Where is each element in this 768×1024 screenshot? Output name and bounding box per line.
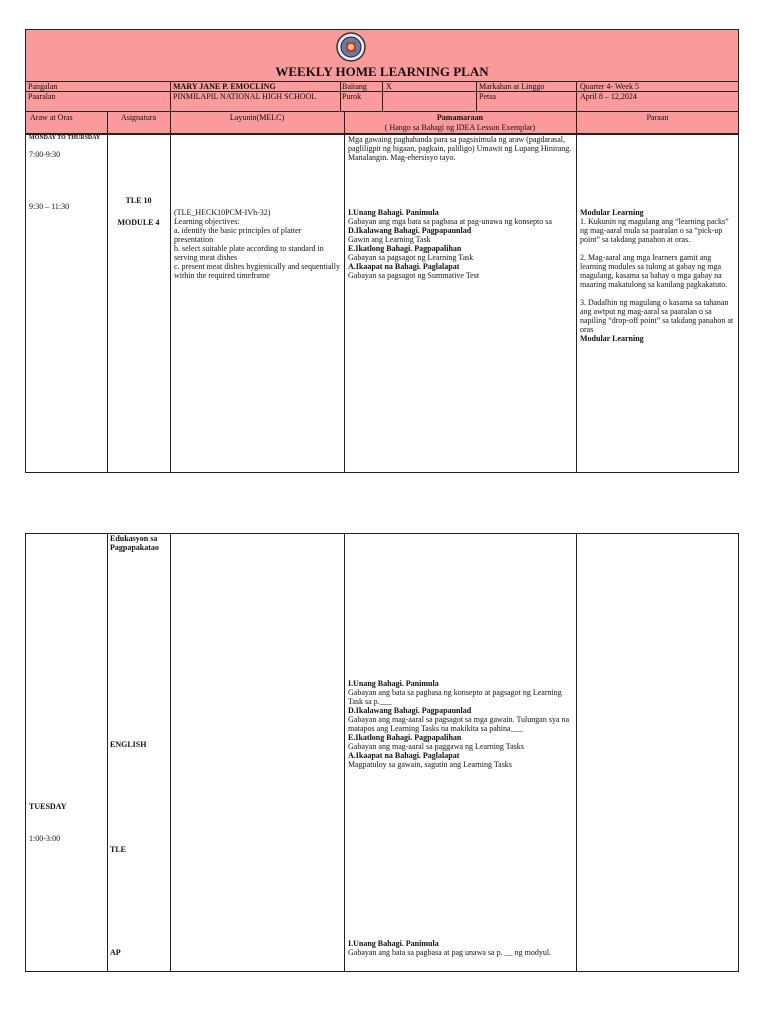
s1-part3-heading: E.Ikatlong Bahagi. Pagpapalihan: [348, 244, 462, 253]
name-label: Pangalan: [28, 82, 58, 91]
s2-part4-text: Magpatuloy sa gawain, sagutin ang Learning Tasks: [348, 760, 512, 769]
method-footer: Modular Learning: [580, 334, 644, 343]
grade-value: X: [386, 82, 392, 91]
s2-ap-text: Gabayan ang bata sa pagbasa at pag unawa sa p. __ ng modyul.: [348, 948, 552, 957]
s2-subject-english: ENGLISH: [110, 740, 147, 749]
col-procedure: Pamamaraan: [436, 113, 484, 122]
s2-part1-text: Gabayan ang bata sa pagbasa ng konsepto at pagsagot ng Learning Task sa p.___: [348, 688, 562, 706]
s2-ap-procedure: [345, 938, 575, 958]
s1-part3-text: Gabayan sa pagsagot ng Learning Task: [348, 253, 474, 262]
s2-part2-text: Gabayan ang mag-aaral sa pagsagot sa mga gawain. Tulungan sya na matapos ang Learning Tasks na makikita sa pahina___: [348, 715, 570, 733]
vline-r12-a: [170, 81, 171, 111]
date-label: Petsa: [479, 92, 496, 101]
s1-part1-heading: I.Unang Bahagi. Panimula: [348, 208, 439, 217]
vline-s2-a: [107, 533, 108, 972]
page-title: WEEKLY HOME LEARNING PLAN: [275, 64, 489, 79]
method-p1: 1. Kukunin ng magulang ang “learning packs” ng mag-aaral mula sa paaralan o sa “pick-up point” sa takdang panahon at oras.: [580, 217, 729, 244]
s1-part2-heading: D.Ikalawang Bahagi. Pagpapaunlad: [348, 226, 472, 235]
s1-routine: Mga gawaing paghahanda para sa pagsisimula ng araw (pagdarasal, pagliligpit ng higaan, pagkain, paliligo) Umawit ng Lupang Hinirang. Manalangin. Mag-ehersisyo tayo.: [348, 135, 572, 162]
objective-code: (TLE_HECK10PCM-IVh-32): [174, 208, 271, 217]
s2-part2-heading: D.Ikalawang Bahagi. Pagpapaunlad: [348, 706, 472, 715]
s1-part4-heading: A.Ikaapat na Bahagi. Paglalapat: [348, 262, 460, 271]
col-day-time: Araw at Oras: [30, 113, 73, 122]
s1-day: MONDAY TO THURSDAY: [29, 135, 101, 141]
objective-a: a. identify the basic principles of platter presentation: [174, 226, 302, 244]
s2-procedure: [345, 678, 575, 770]
s2-part1-heading: I.Unang Bahagi. Panimula: [348, 679, 439, 688]
col-objectives: Layunin(MELC): [229, 113, 285, 122]
quarter-value: Quarter 4- Week 5: [580, 82, 639, 91]
s1-method: [577, 207, 737, 344]
s1-procedure: [345, 207, 575, 281]
s1-time1: 7:00-9:30: [29, 150, 61, 159]
col-method: Paraan: [646, 113, 669, 122]
school-name: PINMILAPIL NATIONAL HIGH SCHOOL: [173, 92, 317, 101]
deped-seal-icon: [333, 31, 369, 63]
s2-part3-heading: E.Ikatlong Bahagi. Pagpapalihan: [348, 733, 462, 742]
s1-part4-text: Gabayan sa pagsagot ng Summative Test: [348, 271, 480, 280]
school-label: Paaralan: [28, 92, 56, 101]
col-procedure-sub: ( Hango sa Bahagi ng IDEA Lesson Exemplar): [384, 123, 536, 132]
vline-r12-b: [340, 81, 341, 111]
s1-module: MODULE 4: [117, 218, 160, 227]
objective-b: b. select suitable plate according to standard in serving meat dishes: [174, 244, 324, 262]
date-value: April 8 – 12,2024: [580, 92, 637, 101]
row2-line-bottom: [25, 111, 739, 112]
s1-part2-text: Gawin ang Learning Task: [348, 235, 431, 244]
vline-s2-d: [576, 533, 577, 972]
s2-part4-heading: A.Ikaapat na Bahagi. Paglalapat: [348, 751, 460, 760]
s1-subject: TLE 10: [125, 196, 152, 205]
vline-s2-b: [170, 533, 171, 972]
s2-subject-esp: Edukasyon sa Pagpapakatao: [110, 534, 159, 552]
vline-r12-d: [476, 81, 477, 111]
s2-day: TUESDAY: [29, 802, 67, 811]
vline-s1-a: [107, 134, 108, 473]
vline-r12-c: [382, 81, 383, 111]
method-p2: 2. Mag-aaral ang mga learners gamit ang learning modules sa tulong at gabay ng mga magulang, kasama sa bahay o mga gabay na maaring makatulong sa kanilang pagkakatuto.: [580, 253, 728, 289]
s2-time: 1:00-3:00: [29, 834, 61, 843]
vline-s1-b: [170, 134, 171, 473]
s1-time2: 9:30 – 11:30: [29, 202, 70, 211]
s1-part1-text: Gabayan ang mga bata sa pagbasa at pag-unawa ng konsepto sa: [348, 217, 552, 226]
s2-ap-heading: I.Unang Bahagi. Panimula: [348, 939, 439, 948]
s1-objectives: [171, 207, 343, 281]
teacher-name: MARY JANE P. EMOCLING: [173, 82, 276, 91]
quarter-label: Markahan at Linggo: [479, 82, 545, 91]
objective-c: c. present meat dishes hygienically and sequentially within the required timeframe: [174, 262, 340, 280]
district-label: Purok: [342, 92, 362, 101]
grade-label: Baitang: [342, 82, 367, 91]
col-subject: Asignatura: [120, 113, 157, 122]
s2-subject-tle: TLE: [110, 845, 127, 854]
method-title: Modular Learning: [580, 208, 644, 217]
vline-s1-c: [344, 134, 345, 473]
s2-subject-ap: AP: [110, 948, 121, 957]
vline-r12-e: [576, 81, 577, 111]
method-p3: 3. Dadalhin ng magulang o kasama sa tahanan ang awtput ng mag-aaral sa paaralan o sa napiling “drop-off point” sa takdang panahon at oras: [580, 298, 734, 334]
s2-part3-text: Gabayan ang mag-aaral sa paggawa ng Learning Tasks: [348, 742, 524, 751]
objective-heading: Learning objectives:: [174, 217, 240, 226]
